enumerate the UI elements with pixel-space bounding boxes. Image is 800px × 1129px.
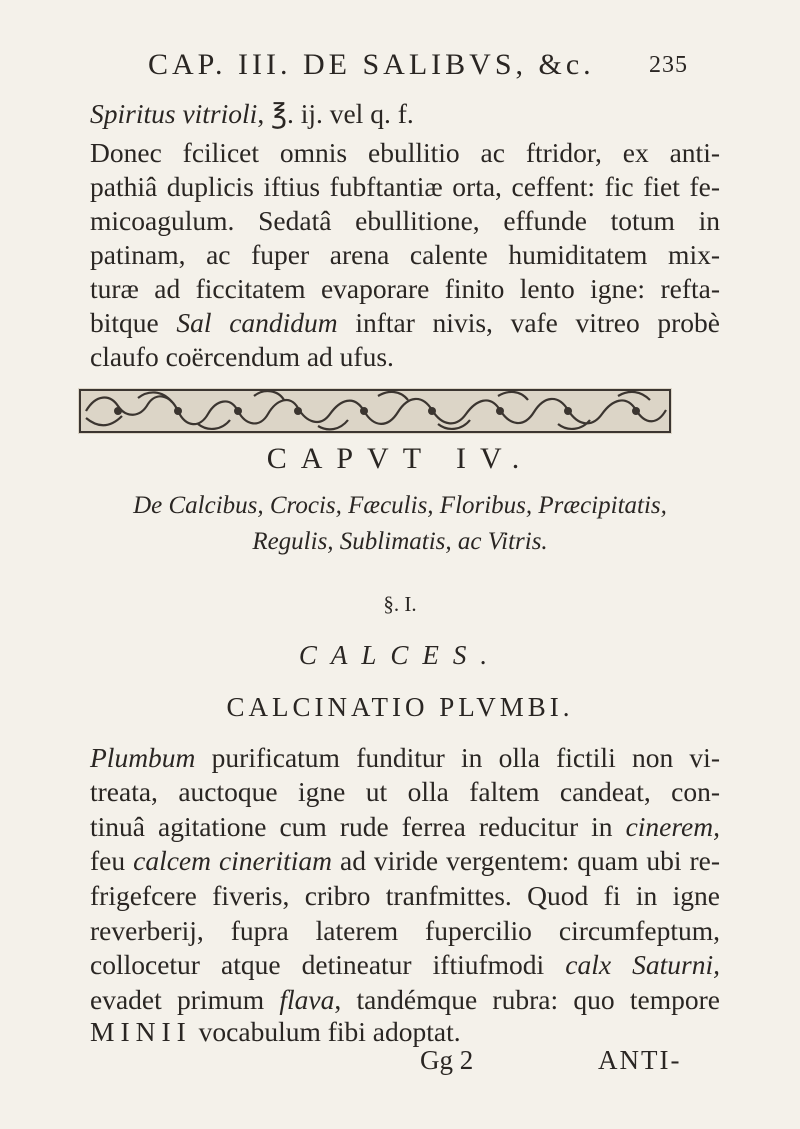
italic-phrase: calx Saturni, xyxy=(565,949,720,980)
text-line: treata, auctoque igne ut olla faltem candeat, con- xyxy=(90,776,720,807)
text-line: claufo coërcendum ad ufus. xyxy=(90,341,394,372)
section-title: CALCES. xyxy=(298,640,502,670)
text-span: purificatum funditur in olla fictili non vi- xyxy=(195,742,720,773)
text-span: ad viride vergentem: quam ubi re- xyxy=(332,845,720,876)
text-span: tinuâ agitatione cum rude ferrea reducitur in xyxy=(90,811,626,842)
text-line xyxy=(90,844,720,877)
italic-phrase: calcem cineritiam xyxy=(133,845,332,876)
text-line xyxy=(90,741,720,774)
smallcaps-word: MINII xyxy=(90,1016,192,1047)
ornament-band xyxy=(78,388,672,434)
text-span: feu xyxy=(90,845,134,876)
text-span: evadet primum xyxy=(90,984,280,1015)
running-title: CAP. III. DE SALIBVS, &c. xyxy=(148,48,595,81)
chapter-subtitle: De Calcibus, Crocis, Fæculis, Floribus, Præcipitatis, xyxy=(133,492,667,519)
text-span: vocabulum fibi adoptat. xyxy=(198,1016,461,1047)
text-span: , ℥. ij. vel q. f. xyxy=(257,98,414,129)
chapter-heading: CAPVT IV. xyxy=(266,442,534,475)
text-line xyxy=(90,810,720,843)
italic-phrase: Sal candidum xyxy=(176,307,338,338)
italic-phrase: Plumbum xyxy=(90,742,196,773)
text-line: turæ ad ficcitatem evaporare finito lento igne: refta- xyxy=(90,273,720,304)
catchword: ANTI- xyxy=(598,1045,682,1075)
page-number: 235 xyxy=(649,52,688,78)
text-line: frigefcere fiveris, cribro tranfmittes. Quod fi in igne xyxy=(90,880,720,911)
running-head xyxy=(148,48,688,82)
text-line: patinam, ac fuper arena calente humiditatem mix- xyxy=(90,239,720,270)
text-span: collocetur atque detineatur iftiufmodi xyxy=(90,949,566,980)
text-line xyxy=(90,948,720,981)
section-number: §. I. xyxy=(383,592,417,616)
signature-mark: Gg 2 xyxy=(420,1045,474,1075)
text-span: bitque xyxy=(90,307,177,338)
chapter-subtitle: Regulis, Sublimatis, ac Vitris. xyxy=(252,528,548,555)
section-subheading: CALCINATIO PLVMBI. xyxy=(226,692,574,722)
text-line: pathiâ duplicis iftius fubftantiæ orta, ceffent: fic fiet fe- xyxy=(90,171,720,202)
text-line xyxy=(90,97,720,130)
text-line: Donec fcilicet omnis ebullitio ac ftridor, ex anti- xyxy=(90,137,720,168)
italic-phrase: flava xyxy=(279,984,335,1015)
text-line xyxy=(90,306,720,339)
italic-phrase: Spiritus vitrioli xyxy=(90,98,258,129)
text-span: , tandémque rubra: quo tempore xyxy=(334,984,720,1015)
text-line: reverberij, fupra laterem fupercilio circumfeptum, xyxy=(90,915,720,946)
italic-phrase: cinerem, xyxy=(625,811,720,842)
text-line xyxy=(90,1015,720,1048)
text-span: inftar nivis, vafe vitreo probè xyxy=(337,307,720,338)
text-line: micoagulum. Sedatâ ebullitione, effunde totum in xyxy=(90,205,720,236)
text-line xyxy=(90,983,720,1016)
